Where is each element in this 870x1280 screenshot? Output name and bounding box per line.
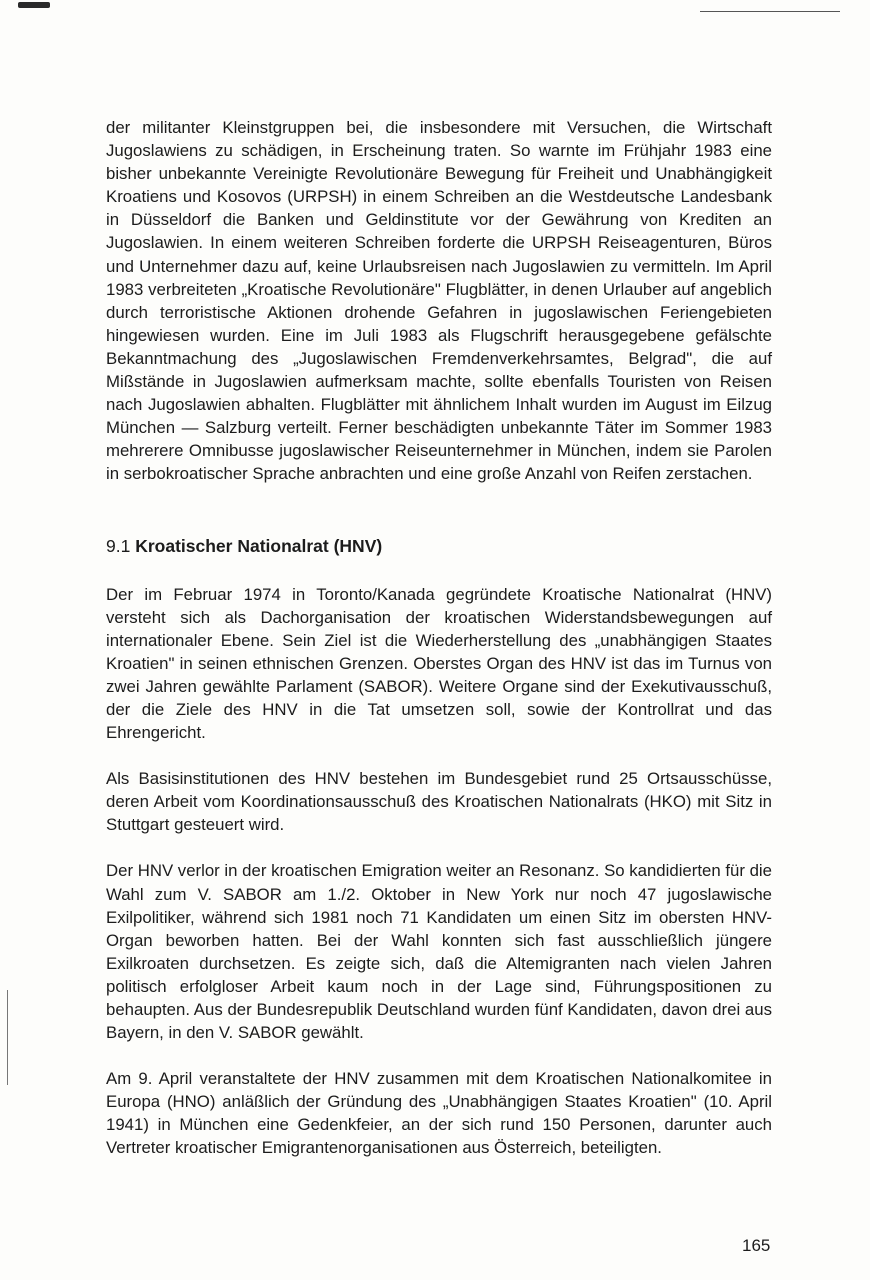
paragraph-hnv-intro: Der im Februar 1974 in Toronto/Kanada gegründete Kroatische Nationalrat (HNV) versteht sich als Dachorganisation der kroatischen Widerstandsbewegungen auf internationaler Ebene. Sein Ziel ist die Wiederherstellung des „unabhängigen Staates Kroatien" in seinen ethnischen Grenzen. Oberstes Organ des HNV ist das im Turnus von zwei Jahren gewählte Parlament (SABOR). Weitere Organe sind der Exekutivausschuß, der die Ziele des HNV in die Tat umsetzen soll, sowie der Kontrollrat und das Ehrengericht. <box>106 584 772 743</box>
scan-artifact <box>18 2 50 8</box>
section-title: Kroatischer Nationalrat (HNV) <box>135 535 383 556</box>
section-number: 9.1 <box>106 535 131 556</box>
header-rule <box>700 11 840 12</box>
intro-paragraph: der militanter Kleinstgruppen bei, die insbesondere mit Versuchen, die Wirtschaft Jugoslawiens zu schädigen, in Erscheinung traten. So warnte im Frühjahr 1983 eine bisher unbekannte Vereinigte Revolutionäre Bewegung für Freiheit und Unabhängigkeit Kroatiens und Kosovos (URPSH) in einem Schreiben an die Westdeutsche Landesbank in Düsseldorf die Banken und Geldinstitute vor der Gewährung von Krediten an Jugoslawien. In einem weiteren Schreiben forderte die URPSH Reiseagenturen, Büros und Unternehmer dazu auf, keine Urlaubsreisen nach Jugoslawien zu vermitteln. Im April 1983 verbreiteten „Kroatische Revolutionäre" Flugblätter, in denen Urlauber auf angeblich durch terroristische Aktionen drohende Gefahren in jugoslawischen Feriengebieten hingewiesen wurden. Eine im Juli 1983 als Flugschrift herausgegebene gefälschte Bekanntmachung des „Jugoslawischen Fremdenverkehrsamtes, Belgrad", die auf Mißstände in Jugoslawien aufmerksam machte, sollte ebenfalls Touristen von Reisen nach Jugoslawien abhalten. Flugblätter mit ähnlichem Inhalt wurden im August im Eilzug München — Salzburg verteilt. Ferner beschädigten unbekannte Täter im Sommer 1983 mehrerere Omnibusse jugoslawischer Reiseunternehmer in München, indem sie Parolen in serbokroatischer Sprache anbrachten und eine große Anzahl von Reifen zerstachen. <box>106 118 772 484</box>
page-number: 165 <box>742 1236 771 1255</box>
page-body <box>106 116 772 1160</box>
paragraph-gedenkfeier: Am 9. April veranstaltete der HNV zusammen mit dem Kroatischen Nationalkomitee in Europa (HNO) anläßlich der Gründung des „Unabhängigen Staates Kroatien" (10. April 1941) in München eine Gedenkfeier, an der sich rund 150 Personen, darunter auch Vertreter kroatischer Emigrantenorganisationen aus Österreich, beteiligten. <box>106 1069 772 1158</box>
margin-mark <box>7 990 8 1085</box>
paragraph-basisinstitutionen: Als Basisinstitutionen des HNV bestehen im Bundesgebiet rund 25 Ortsausschüsse, deren Arbeit vom Koordinationsausschuß des Kroatischen Nationalrats (HKO) mit Sitz in Stuttgart gesteuert wird. <box>106 769 772 835</box>
section-heading <box>106 535 772 558</box>
paragraph-sabor-wahl: Der HNV verlor in der kroatischen Emigration weiter an Resonanz. So kandidierten für die Wahl zum V. SABOR am 1./2. Oktober in New York nur noch 47 jugoslawische Exilpolitiker, während sich 1981 noch 71 Kandidaten um einen Sitz im obersten HNV-Organ beworben hatten. Bei der Wahl konnten sich fast ausschließlich jüngere Exilkroaten durchsetzen. Es zeigte sich, daß die Altemigranten nach vielen Jahren politisch erfolgloser Arbeit kaum noch in der Lage sind, Führungspositionen zu behaupten. Aus der Bundesrepublik Deutschland wurden fünf Kandidaten, davon drei aus Bayern, in den V. SABOR gewählt. <box>106 861 772 1043</box>
